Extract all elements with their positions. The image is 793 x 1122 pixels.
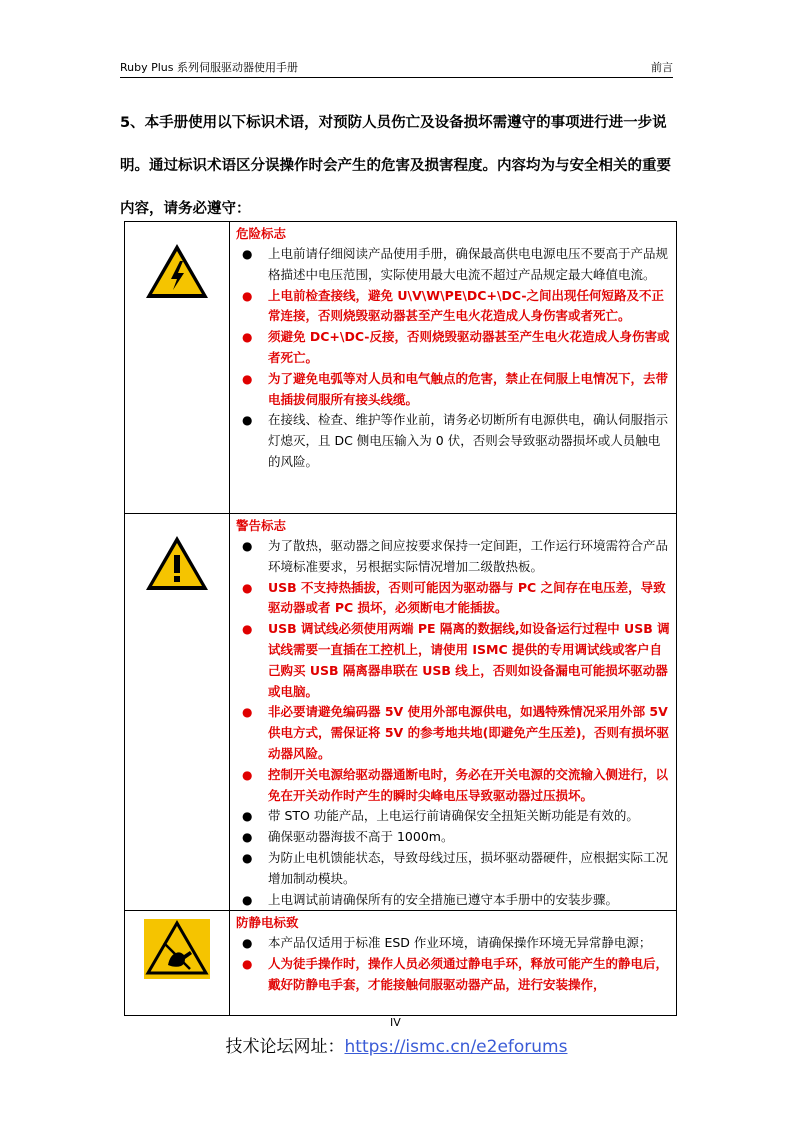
item-text: 为了避免电弧等对人员和电气触点的危害，禁止在伺服上电情况下，去带电插拔伺服所有接头线缆。 <box>268 370 669 407</box>
item-text: 须避免 DC+\DC-反接，否则烧毁驱动器甚至产生电火花造成人身伤害或者死亡。 <box>268 329 670 365</box>
danger-row <box>125 222 677 514</box>
intro-paragraph: 5、本手册使用以下标识术语，对预防人员伤亡及设备损坏需遵守的事项进行进一步说明。通过标识术语区分误操作时会产生的危害及损害程度。内容均为与安全相关的重要内容，请务必遵守： <box>120 115 671 217</box>
danger-content <box>230 222 677 514</box>
list-item <box>236 578 670 620</box>
bullet-dot: ● <box>242 767 253 782</box>
page-number: IV <box>390 1016 401 1029</box>
bullet-dot: ● <box>242 580 253 595</box>
item-text: USB 调试线必须使用两端 PE 隔离的数据线,如设备运行过程中 USB 调试线需要一直插在工控机上，请使用 ISMC 提供的专用调试线或客户自己购买 USB 隔离器串联在 USB 线上，否则如设备漏电可能损坏驱动器或电脑。 <box>268 621 670 699</box>
list-item <box>236 410 670 472</box>
list-item <box>236 890 670 911</box>
manual-title: Ruby Plus 系列伺服驱动器使用手册 <box>120 61 298 74</box>
list-item <box>236 536 670 578</box>
warning-list <box>230 536 676 910</box>
item-text: 带 STO 功能产品，上电运行前请确保安全扭矩关断功能是有效的。 <box>268 808 639 824</box>
list-item <box>236 933 670 954</box>
high-voltage-warning-icon <box>144 242 210 300</box>
item-text: 控制开关电源给驱动器通断电时，务必在开关电源的交流输入侧进行，以免在开关动作时产生的瞬时尖峰电压导致驱动器过压损坏。 <box>268 766 669 803</box>
bullet-dot: ● <box>242 809 253 824</box>
item-text: USB 不支持热插拔，否则可能因为驱动器与 PC 之间存在电压差，导致驱动器或者 PC 损坏，必须断电才能插拔。 <box>268 579 666 616</box>
item-text: 人为徒手操作时，操作人员必须通过静电手环，释放可能产生的静电后，戴好防静电手套，才能接触伺服驱动器产品，进行安装操作， <box>268 956 669 992</box>
bullet-dot: ● <box>242 957 253 972</box>
bullet-dot: ● <box>242 850 253 865</box>
warning-row <box>125 514 677 911</box>
bullet-dot: ● <box>242 892 253 907</box>
page-header <box>120 57 673 78</box>
list-item <box>236 244 670 286</box>
item-text: 非必要请避免编码器 5V 使用外部电源供电，如遇特殊情况采用外部 5V 供电方式，需保证将 5V 的参考地共地(即避免产生压差)，否则有损坏驱动器风险。 <box>268 704 670 761</box>
item-text: 本产品仅适用于标准 ESD 作业环境，请确保操作环境无异常静电源； <box>268 935 652 951</box>
safety-table <box>124 221 677 1016</box>
bullet-dot: ● <box>242 330 253 345</box>
list-item <box>236 827 670 848</box>
list-item <box>236 619 670 702</box>
bullet-dot: ● <box>242 830 253 845</box>
warning-title: 警告标志 <box>236 518 287 533</box>
list-item <box>236 286 670 328</box>
item-text: 在接线、检查、维护等作业前，请务必切断所有电源供电，确认伺服指示灯熄灭，且 DC 侧电压输入为 0 伏，否则会导致驱动器损坏或人员触电的风险。 <box>268 412 669 469</box>
item-text: 上电前检查接线，避免 U\V\W\PE\DC+\DC-之间出现任何短路及不正常连接，否则烧毁驱动器甚至产生电火花造成人身伤害或者死亡。 <box>268 287 665 324</box>
list-item <box>236 806 670 827</box>
bullet-dot: ● <box>242 622 253 637</box>
esd-title: 防静电标致 <box>236 915 299 931</box>
list-item <box>236 848 670 890</box>
item-text: 为了散热，驱动器之间应按要求保持一定间距，工作运行环境需符合产品环境标准要求，另根据实际情况增加二级散热板。 <box>268 538 669 574</box>
chapter-name: 前言 <box>651 61 673 74</box>
bullet-dot: ● <box>242 539 253 553</box>
forum-label: 技术论坛网址： <box>225 1037 345 1057</box>
forum-link-line <box>0 1032 793 1057</box>
list-item <box>236 765 670 807</box>
esd-warning-icon <box>144 919 210 979</box>
list-item <box>236 327 670 369</box>
bullet-dot: ● <box>242 936 253 951</box>
item-text: 上电调试前请确保所有的安全措施已遵守本手册中的安装步骤。 <box>268 891 619 907</box>
exclamation-warning-icon <box>144 534 210 592</box>
esd-row <box>125 911 677 1016</box>
bullet-dot: ● <box>242 288 253 303</box>
warning-content <box>230 514 677 911</box>
esd-content <box>230 911 677 1016</box>
item-text: 确保驱动器海拔不高于 1000m。 <box>268 829 454 845</box>
bullet-dot: ● <box>242 247 253 261</box>
bullet-dot: ● <box>242 371 253 386</box>
forum-url-link[interactable]: https://ismc.cn/e2eforums <box>344 1037 568 1057</box>
danger-list <box>230 244 676 473</box>
danger-title: 危险标志 <box>236 226 287 241</box>
item-text: 上电前请仔细阅读产品使用手册，确保最高供电电源电压不要高于产品规格描述中电压范围，实际使用最大电流不超过产品规定最大峰值电流。 <box>268 246 669 282</box>
list-item <box>236 369 670 411</box>
list-item <box>236 954 670 996</box>
list-item <box>236 702 670 764</box>
bullet-dot: ● <box>242 705 253 720</box>
item-text: 为防止电机馈能状态，导致母线过压，损坏驱动器硬件，应根据实际工况增加制动模块。 <box>268 849 669 886</box>
esd-list <box>230 933 676 995</box>
bullet-dot: ● <box>242 413 253 428</box>
